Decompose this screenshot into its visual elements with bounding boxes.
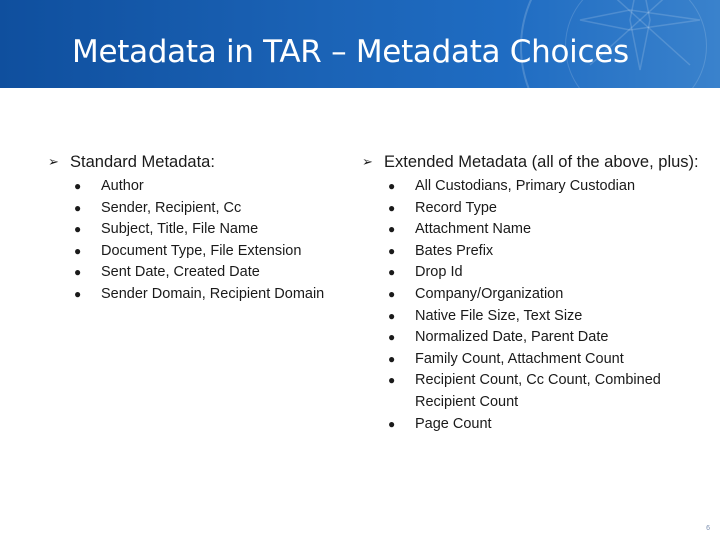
standard-metadata-heading [48,150,368,174]
bullet-icon: ● [388,286,396,301]
bullet-icon: ● [388,179,396,193]
item-text: Author [101,178,144,194]
list-item [388,198,702,220]
bullet-icon: ● [74,200,82,215]
bullet-icon: ● [74,286,82,301]
item-text: Company/Organization [415,285,564,302]
bullet-icon: ● [388,222,396,237]
item-text: Attachment Name [415,221,532,238]
arrow-icon: ➢ [362,154,373,169]
item-text: Document Type, File Extension [101,242,302,259]
item-text: Bates Prefix [415,242,494,259]
bullet-icon: ● [74,265,82,280]
heading-text: Standard Metadata: [70,153,215,171]
bullet-icon: ● [388,351,396,366]
slide-title: Metadata in TAR – Metadata Choices [72,34,629,70]
list-item [74,198,368,220]
item-text: All Custodians, Primary Custodian [415,178,636,194]
list-item [388,327,702,349]
list-item [388,306,702,328]
list-item [388,241,702,263]
bullet-icon: ● [388,373,396,388]
page-number: 6 [706,525,710,532]
item-text: Recipient Count, Cc Count, Combined Recipient Count [415,372,661,410]
item-text: Native File Size, Text Size [415,307,583,324]
item-text: Sender, Recipient, Cc [101,199,242,216]
bullet-icon: ● [388,416,396,431]
bullet-icon: ● [388,265,396,280]
list-item [388,370,702,413]
list-item [74,284,368,306]
bullet-icon: ● [388,200,396,215]
list-item [74,176,368,198]
extended-metadata-heading [362,150,702,174]
list-item [74,262,368,284]
extended-metadata-section [362,150,702,435]
list-item [388,262,702,284]
item-text: Sender Domain, Recipient Domain [101,285,325,302]
item-text: Family Count, Attachment Count [415,350,624,367]
list-item [388,176,702,198]
list-item [74,241,368,263]
item-text: Normalized Date, Parent Date [415,329,609,346]
bullet-icon: ● [74,179,82,193]
bullet-icon: ● [74,222,82,237]
item-text: Page Count [415,415,492,432]
list-item [74,219,368,241]
arrow-icon: ➢ [48,154,59,169]
list-item [388,349,702,371]
item-text: Record Type [415,199,497,216]
item-text: Drop Id [415,264,463,281]
bullet-icon: ● [388,330,396,345]
bullet-icon: ● [388,243,396,258]
list-item [388,284,702,306]
standard-metadata-section [48,150,368,306]
title-banner [0,0,720,88]
extended-metadata-list [388,176,702,435]
list-item [388,414,702,436]
item-text: Subject, Title, File Name [101,221,259,238]
item-text: Sent Date, Created Date [101,264,260,281]
heading-text: Extended Metadata (all of the above, plus): [384,153,699,171]
standard-metadata-list [74,176,368,306]
list-item [388,219,702,241]
bullet-icon: ● [74,243,82,258]
bullet-icon: ● [388,308,396,323]
